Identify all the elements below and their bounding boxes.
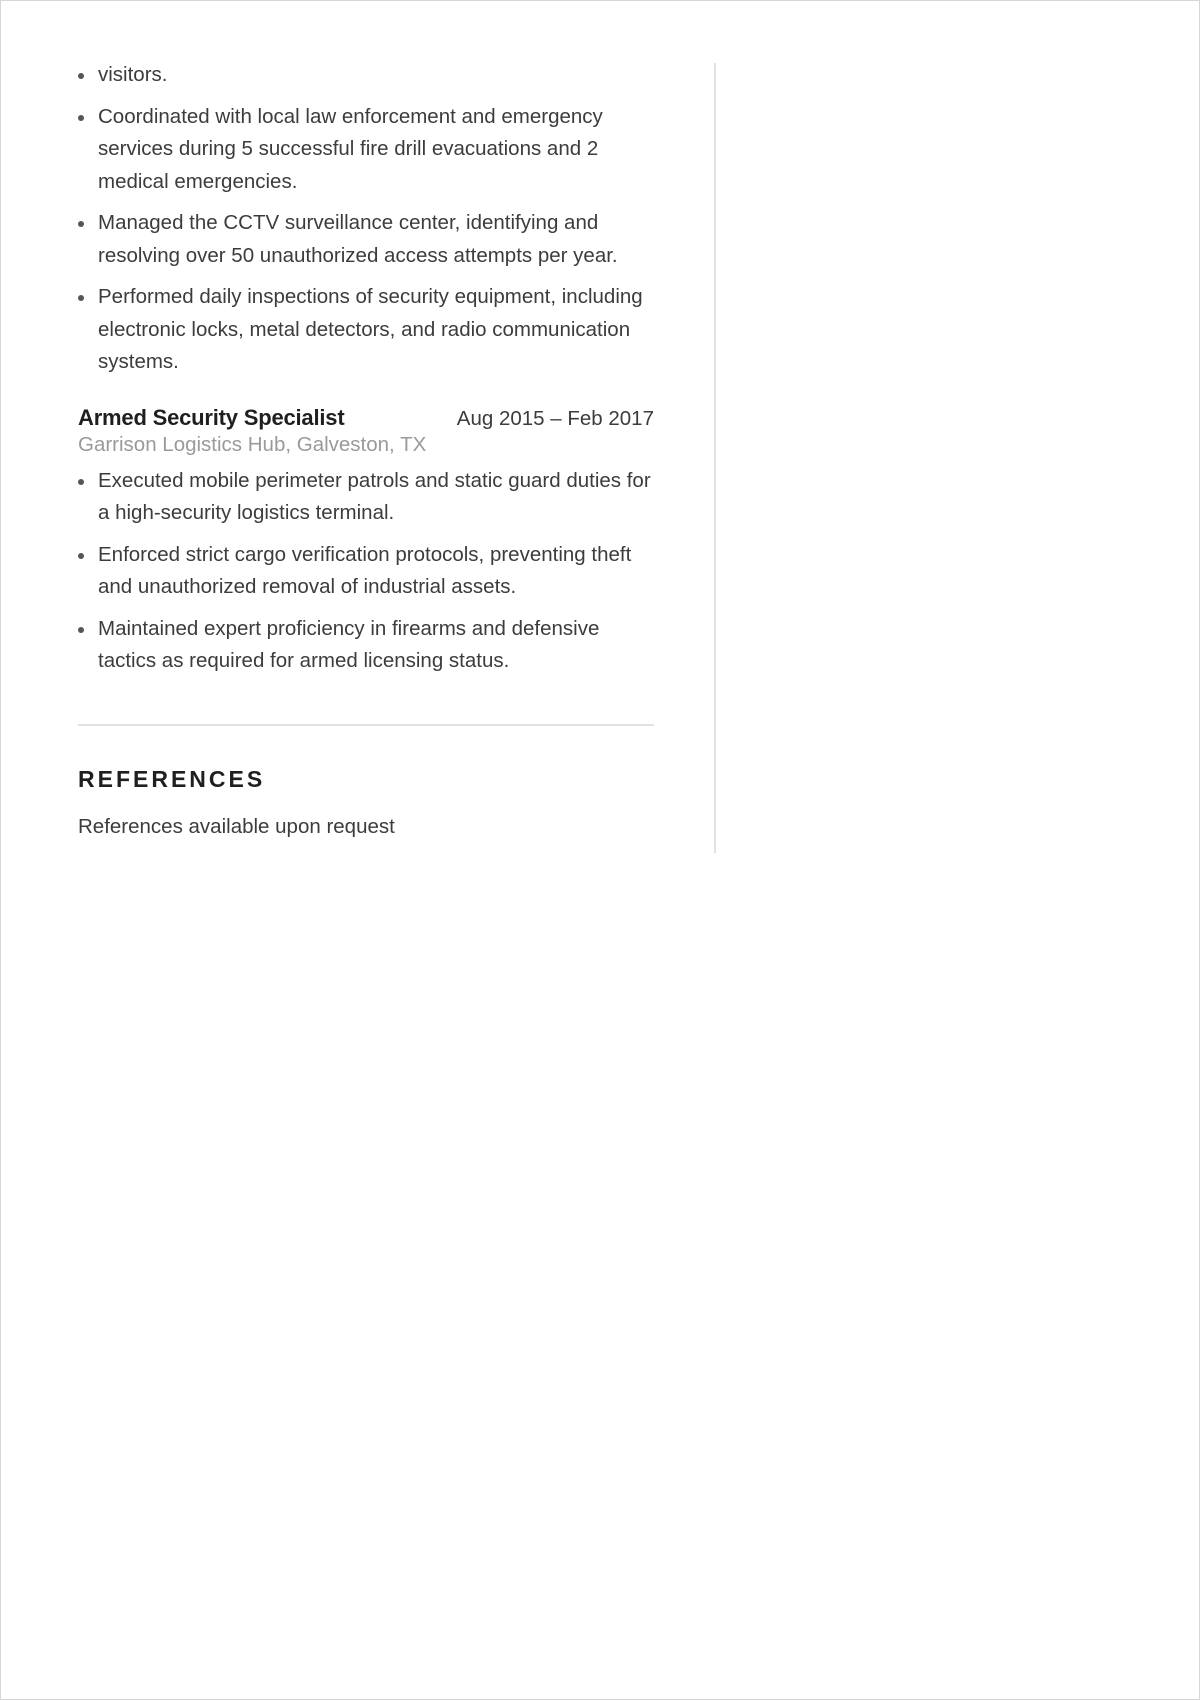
references-heading: REFERENCES	[78, 765, 266, 792]
job-dates: Aug 2015 – Feb 2017	[456, 406, 654, 430]
bullet-item: Performed daily inspections of security equipment, including electronic locks, metal detectors, and radio communication systems.	[98, 281, 654, 379]
job-company: Garrison Logistics Hub, Galveston, TX	[78, 432, 427, 456]
job-bullets	[78, 465, 654, 678]
main-column	[78, 59, 654, 839]
bullet-item: Maintained expert proficiency in firearms and defensive tactics as required for armed licensing status.	[98, 613, 654, 678]
job-entry	[78, 405, 654, 678]
bullet-item: Enforced strict cargo verification protocols, preventing theft and unauthorized removal of industrial assets.	[98, 539, 654, 604]
bullet-item: Coordinated with local law enforcement and emergency services during 5 successful fire drill evacuations and 2 medical emergencies.	[98, 101, 654, 199]
bullet-item: visitors.	[98, 59, 654, 92]
bullet-item: Executed mobile perimeter patrols and static guard duties for a high-security logistics terminal.	[98, 465, 654, 530]
bullet-item: Managed the CCTV surveillance center, identifying and resolving over 50 unauthorized access attempts per year.	[98, 207, 654, 272]
previous-job-bullets	[78, 59, 654, 379]
job-header	[78, 405, 654, 431]
section-divider	[78, 724, 654, 726]
job-title: Armed Security Specialist	[78, 404, 345, 430]
column-divider	[714, 63, 716, 853]
references-text: References available upon request	[78, 814, 395, 838]
